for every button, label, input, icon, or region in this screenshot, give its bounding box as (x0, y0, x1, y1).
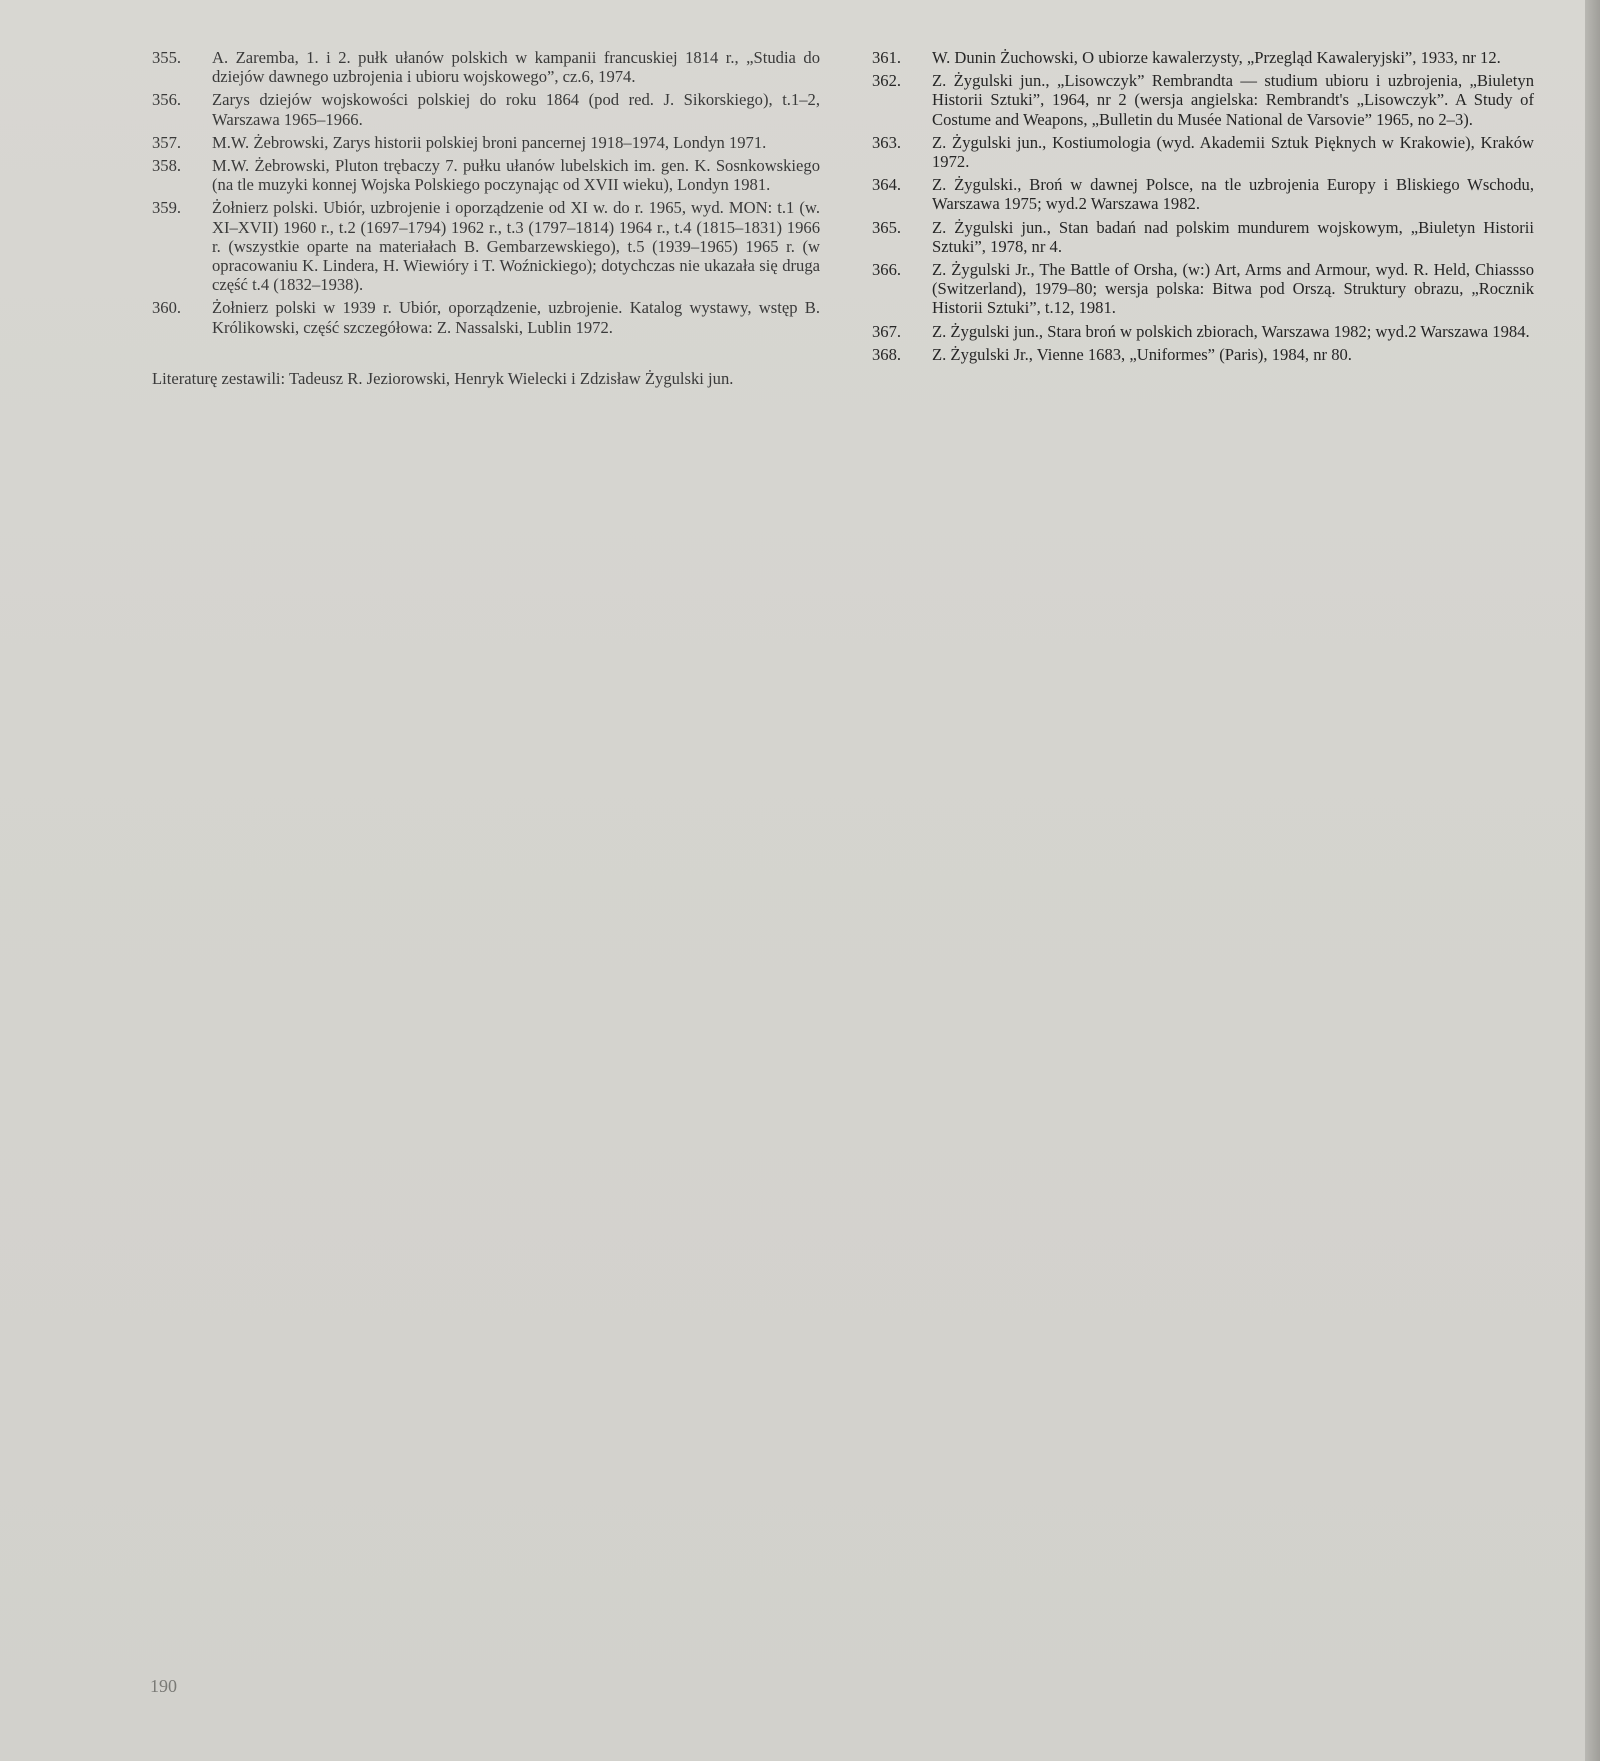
left-column (152, 48, 820, 388)
entry-number: 359. (152, 198, 182, 218)
bibliography-entry (152, 133, 820, 152)
entry-text: Z. Żygulski jun., Stara broń w polskich zbiorach, Warszawa 1982; wyd.2 Warszawa 1984. (932, 321, 1530, 341)
entry-number: 368. (872, 344, 902, 364)
entry-number: 355. (152, 48, 182, 67)
entry-text: Z. Żygulski Jr., Vienne 1683, „Uniformes” (Paris), 1984, nr 80. (932, 344, 1352, 364)
entry-number: 366. (872, 260, 902, 280)
bibliography-entry (872, 345, 1534, 364)
bibliography-entry (152, 48, 820, 86)
entry-text: Żołnierz polski. Ubiór, uzbrojenie i oporządzenie od XI w. do r. 1965, wyd. MON: t.1 (w. XI–XVII) 1960 r., t.2 (1697–1794) 1962 r., t.3 (1797–1814) 1964 r., t.4 (1815–1831) 1966 r. (wszystkie oparte na materiałach B. Gembarzewskiego), t.5 (1939–1965) 1965 r. (w opracowaniu K. Lindera, H. Wiewióry i T. Woźnickiego); dotychczas nie ukazała się druga część t.4 (1832–1938). (212, 198, 820, 295)
entry-text: Z. Żygulski jun., Stan badań nad polskim mundurem wojskowym, „Biuletyn Historii Sztuki”, 1978, nr 4. (932, 217, 1534, 256)
page-edge-shadow (1585, 0, 1600, 1761)
entry-number: 365. (872, 217, 902, 237)
entry-text: M.W. Żebrowski, Pluton trębaczy 7. pułku ułanów lubelskich im. gen. K. Sosnkowskiego (na tle muzyki konnej Wojska Polskiego poczynając od XVII wieku), Londyn 1981. (212, 156, 820, 195)
entry-number: 364. (872, 175, 902, 195)
entry-text: Z. Żygulski jun., Kostiumologia (wyd. Akademii Sztuk Pięknych w Krakowie), Kraków 1972. (932, 132, 1534, 172)
entry-number: 361. (872, 48, 902, 67)
entry-number: 356. (152, 90, 182, 110)
bibliography-entry (872, 260, 1534, 318)
compilers-credit: Literaturę zestawili: Tadeusz R. Jeziorowski, Henryk Wielecki i Zdzisław Żygulski jun. (152, 368, 734, 388)
entry-number: 367. (872, 321, 902, 341)
bibliography-entry (152, 298, 820, 336)
entry-text: Z. Żygulski jun., „Lisowczyk” Rembrandta — studium ubioru i uzbrojenia, „Biuletyn Historii Sztuki”, 1964, nr 2 (wersja angielska: Rembrandt's „Lisowczyk”. A Study of Costume and Weapons, „Bulletin du Musée National de Varsovie” 1965, no 2–3). (932, 71, 1534, 129)
bibliography-entry (872, 133, 1534, 171)
entry-number: 362. (872, 71, 902, 91)
entry-number: 363. (872, 132, 902, 152)
entry-text: Z. Żygulski., Broń w dawnej Polsce, na tle uzbrojenia Europy i Bliskiego Wschodu, Warszawa 1975; wyd.2 Warszawa 1982. (932, 175, 1534, 214)
entry-number: 357. (152, 132, 182, 152)
entry-text: M.W. Żebrowski, Zarys historii polskiej broni pancernej 1918–1974, Londyn 1971. (212, 132, 767, 152)
page-number: 190 (150, 1676, 177, 1696)
bibliography-entry (872, 322, 1534, 341)
bibliography-entry (152, 90, 820, 128)
entry-text: Zarys dziejów wojskowości polskiej do roku 1864 (pod red. J. Sikorskiego), t.1–2, Warszawa 1965–1966. (212, 90, 820, 129)
entry-text: Z. Żygulski Jr., The Battle of Orsha, (w:) Art, Arms and Armour, wyd. R. Held, Chiassso (Switzerland), 1979–80; wersja polska: Bitwa pod Orszą. Struktury obrazu, „Rocznik Historii Sztuki”, t.12, 1981. (932, 260, 1534, 318)
bibliography-entry (152, 156, 820, 194)
entry-text: W. Dunin Żuchowski, O ubiorze kawalerzysty, „Przegląd Kawaleryjski”, 1933, nr 12. (932, 48, 1501, 67)
bibliography-entry (152, 198, 820, 294)
entry-text: A. Zaremba, 1. i 2. pułk ułanów polskich w kampanii francuskiej 1814 r., „Studia do dziejów dawnego uzbrojenia i ubioru wojskowego”, cz.6, 1974. (212, 48, 820, 87)
entry-number: 360. (152, 298, 182, 318)
entry-number: 358. (152, 156, 182, 176)
bibliography-entry (872, 218, 1534, 256)
bibliography-entry (872, 48, 1534, 67)
entry-text: Żołnierz polski w 1939 r. Ubiór, oporządzenie, uzbrojenie. Katalog wystawy, wstęp B. Królikowski, część szczegółowa: Z. Nassalski, Lublin 1972. (212, 298, 820, 337)
right-column (872, 48, 1534, 368)
bibliography-entry (872, 71, 1534, 129)
bibliography-entry (872, 175, 1534, 213)
